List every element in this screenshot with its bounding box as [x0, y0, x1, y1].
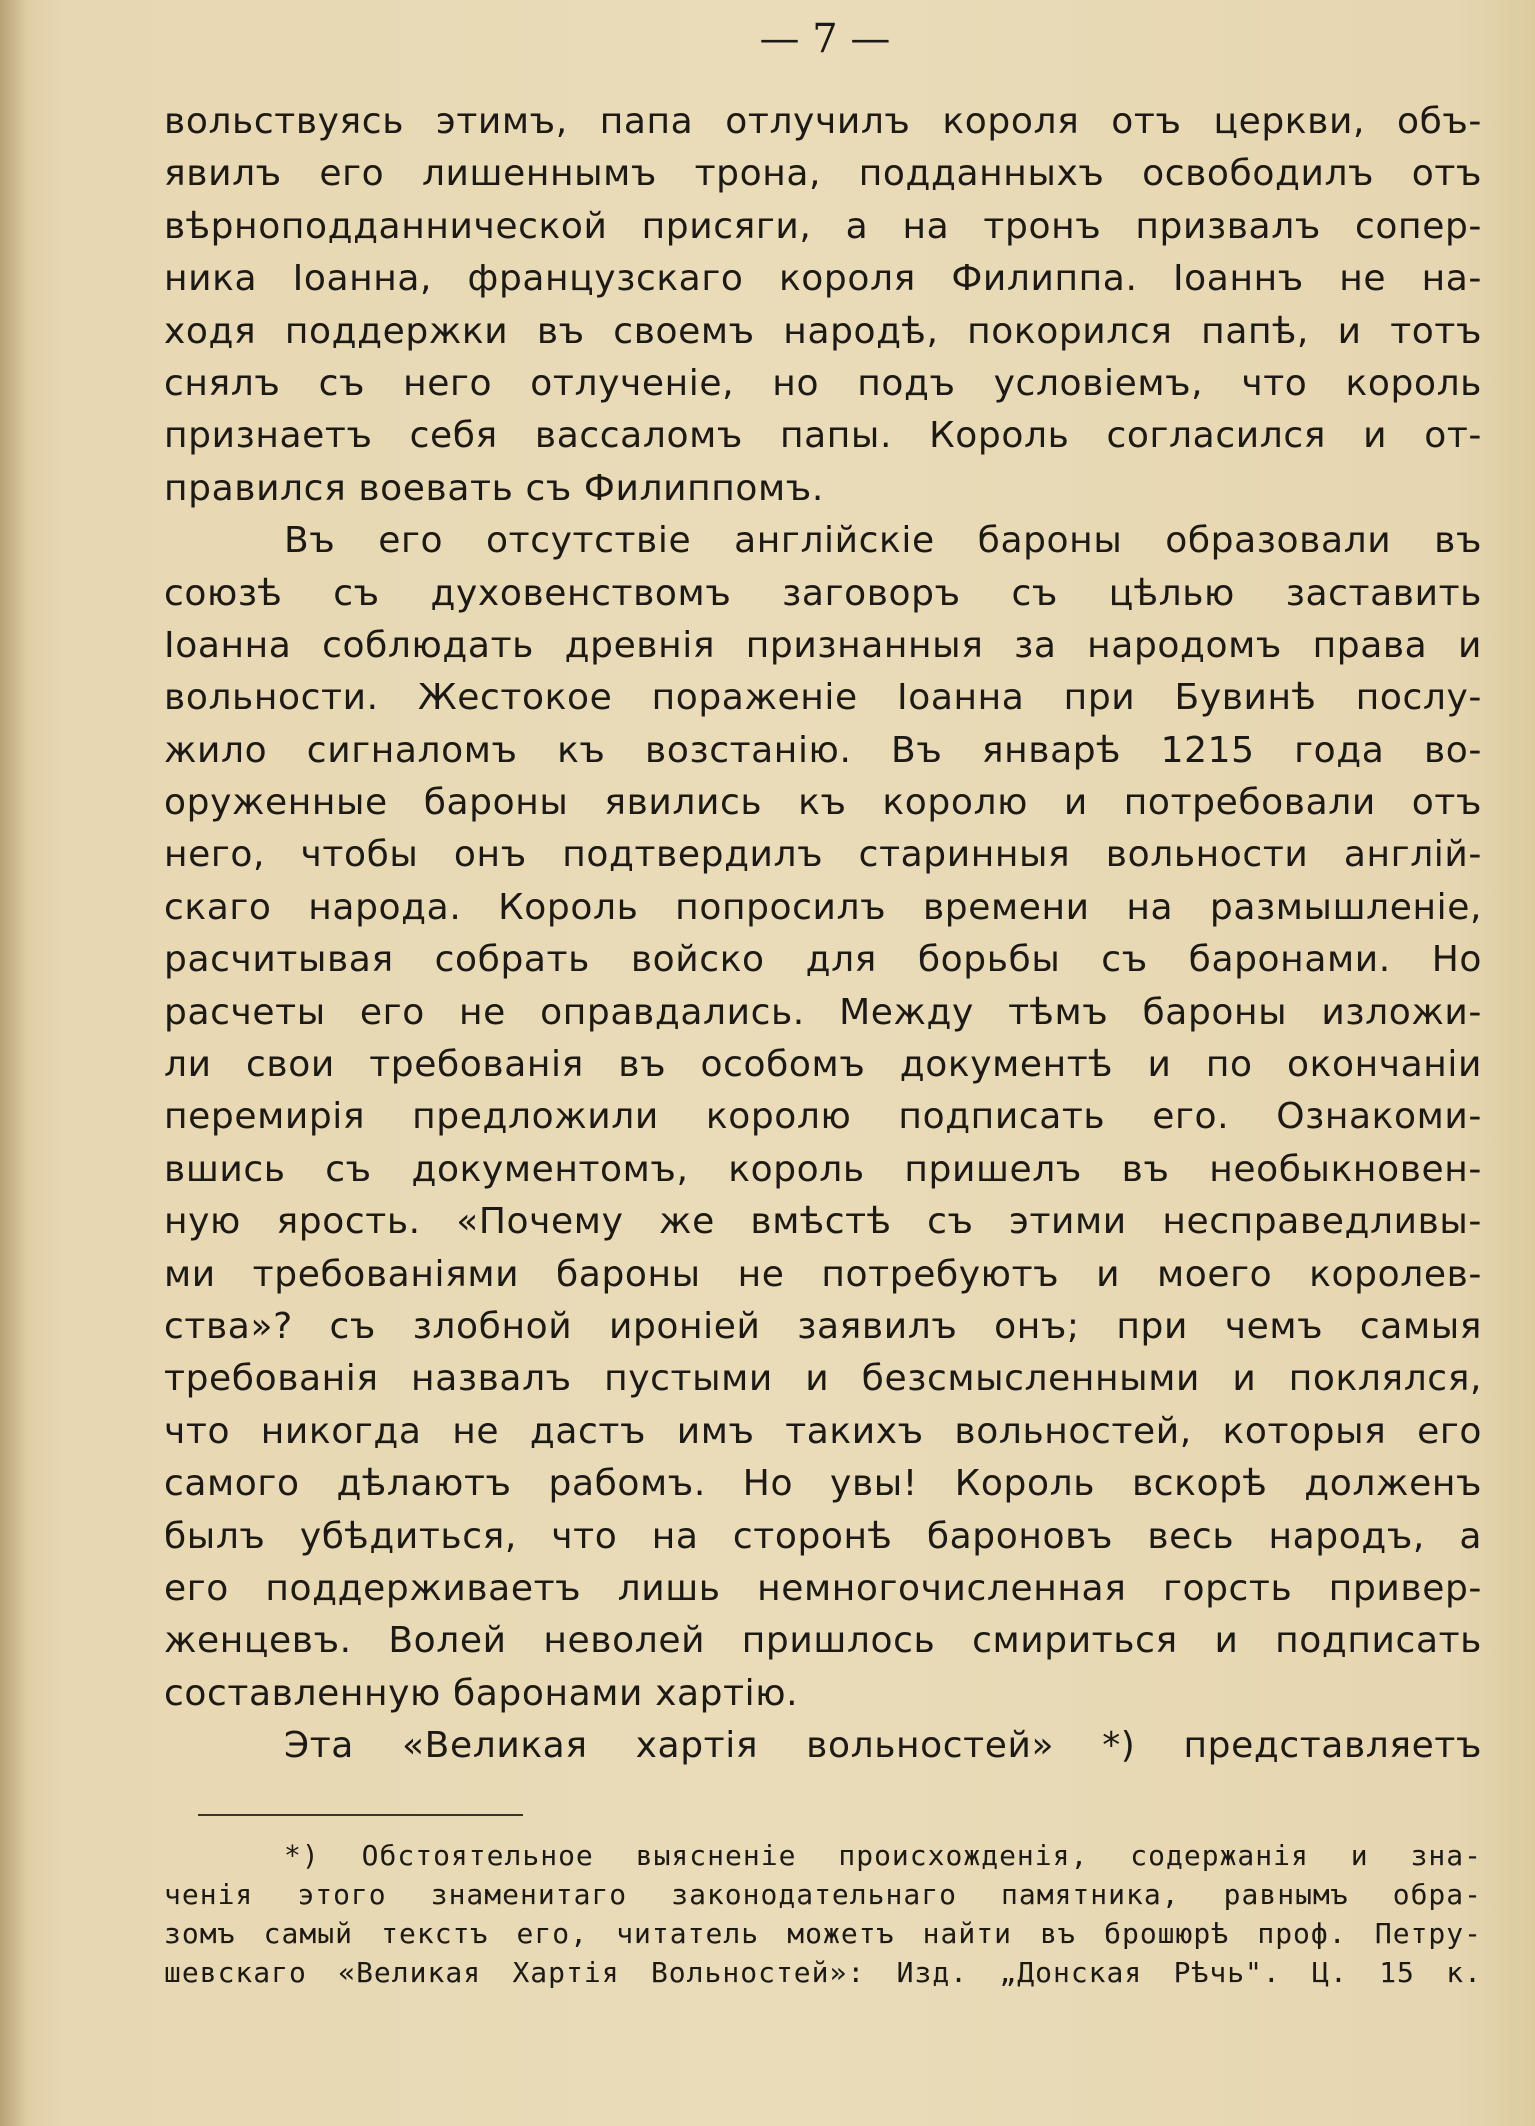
text-line: ходя поддержки въ своемъ народѣ, покорился папѣ, и тотъ [164, 310, 1482, 352]
text-line: жило сигналомъ къ возстанію. Въ январѣ 1215 года во- [164, 729, 1482, 771]
text-line: ми требованіями бароны не потребуютъ и моего королев- [164, 1253, 1482, 1295]
text-line: былъ убѣдиться, что на сторонѣ бароновъ весь народъ, а [164, 1515, 1482, 1557]
footnote-line: ченія этого знаменитаго законодательнаго памятника, равнымъ обра- [164, 1878, 1482, 1911]
text-line: снялъ съ него отлученіе, но подъ условіемъ, что король [164, 362, 1482, 404]
footnote-line: шевскаго «Великая Хартія Вольностей»: Изд. „Донская Рѣчь". Ц. 15 к. [164, 1956, 1482, 1989]
text-line: скаго народа. Король попросилъ времени на размышленіе, [164, 886, 1482, 928]
text-line: вѣрноподданнической присяги, а на тронъ призвалъ сопер- [164, 205, 1482, 247]
text-line: расчитывая собрать войско для борьбы съ баронами. Но [164, 939, 1482, 981]
text-line: явилъ его лишеннымъ трона, подданныхъ освободилъ отъ [164, 153, 1482, 195]
text-line: признаетъ себя вассаломъ папы. Король согласился и от- [164, 415, 1482, 457]
text-line: вольствуясь этимъ, папа отлучилъ короля отъ церкви, объ- [164, 101, 1482, 142]
footnote-line: *) Обстоятельное выясненіе происхожденія, содержанія и зна- [284, 1839, 1482, 1872]
main-text [164, 96, 1482, 1773]
text-line: ную ярость. «Почему же вмѣстѣ съ этими несправедливы- [164, 1201, 1482, 1243]
footnote [164, 1836, 1482, 1992]
text-line: ли свои требованія въ особомъ документѣ и по окончаніи [164, 1044, 1482, 1086]
footnote-divider [198, 1814, 523, 1816]
paragraph-end-line: составленную баронами хартію. [164, 1672, 799, 1714]
text-line: оруженные бароны явились къ королю и потребовали отъ [164, 782, 1482, 824]
text-line: вольности. Жестокое пораженіе Іоанна при Бувинѣ послу- [164, 677, 1482, 719]
paragraph-start-line: Въ его отсутствіе англійскіе бароны образовали въ [284, 520, 1482, 562]
text-line: что никогда не дастъ имъ такихъ вольностей, которыя его [164, 1410, 1482, 1452]
text-line: него, чтобы онъ подтвердилъ старинныя вольности англій- [164, 834, 1482, 876]
paragraph-end-line: правился воевать съ Филиппомъ. [164, 467, 824, 509]
text-line: женцевъ. Волей неволей пришлось смириться и подписать [164, 1620, 1482, 1662]
footnote-line: зомъ самый текстъ его, читатель можетъ найти въ брошюрѣ проф. Петру- [164, 1917, 1482, 1950]
page-number: — 7 — [759, 16, 891, 62]
text-line: требованія назвалъ пустыми и безсмысленными и поклялся, [164, 1358, 1482, 1400]
text-line: союзѣ съ духовенствомъ заговоръ съ цѣлью заставить [164, 572, 1482, 614]
paragraph-start-line: Эта «Великая хартія вольностей» *) представляетъ [284, 1725, 1482, 1767]
text-line: Іоанна соблюдать древнія признанныя за народомъ права и [164, 624, 1482, 666]
text-line: расчеты его не оправдались. Между тѣмъ бароны изложи- [164, 991, 1482, 1033]
text-line: самого дѣлаютъ рабомъ. Но увы! Король вскорѣ долженъ [164, 1463, 1482, 1505]
spine-shadow [0, 0, 28, 2126]
text-line: его поддерживаетъ лишь немногочисленная горсть привер- [164, 1567, 1482, 1609]
text-line: перемирія предложили королю подписать его. Ознакоми- [164, 1096, 1482, 1138]
text-line: вшись съ документомъ, король пришелъ въ необыкновен- [164, 1148, 1482, 1190]
text-line: ства»? съ злобной ироніей заявилъ онъ; при чемъ самыя [164, 1305, 1482, 1347]
text-line: ника Іоанна, французскаго короля Филиппа. Іоаннъ не на- [164, 258, 1482, 300]
